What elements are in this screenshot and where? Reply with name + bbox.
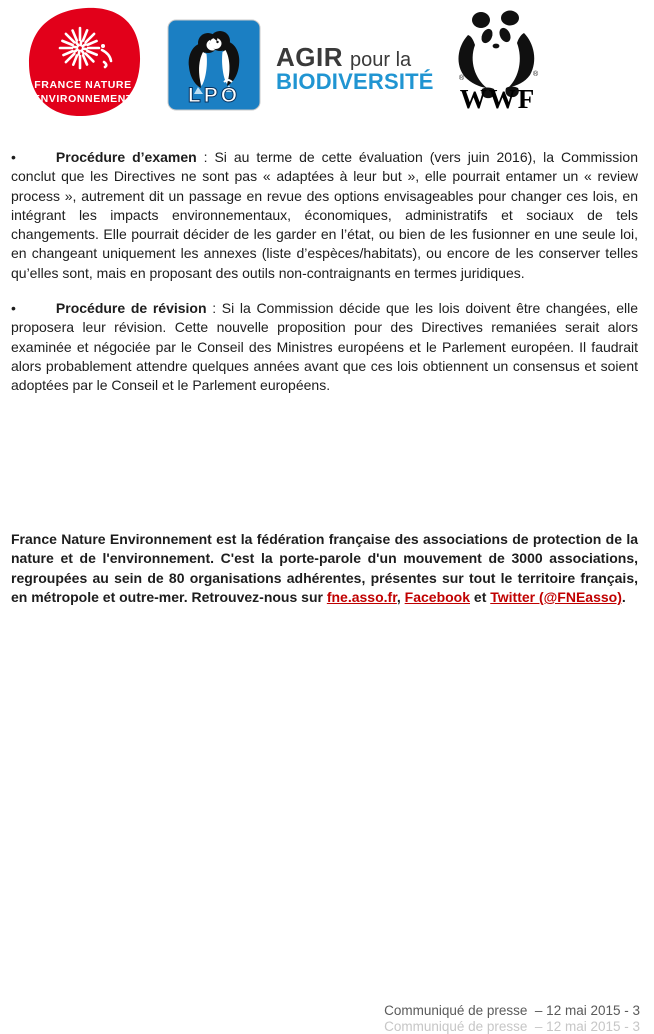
link-separator: et (470, 588, 491, 605)
link-twitter[interactable]: Twitter (@FNEasso) (490, 588, 622, 605)
wwf-reg-mark-left: ® (459, 75, 465, 82)
fne-logo-text-line1: FRANCE NATURE (34, 79, 132, 91)
bullet-title-revision: Procédure de révision (55, 300, 207, 317)
fne-logo-text-line2: ENVIRONNEMENT (33, 93, 133, 105)
bullet-paragraph-examen (11, 148, 638, 283)
bullet-separator: : (196, 149, 215, 165)
bullet-marker: • (11, 300, 16, 317)
lpo-logo-text: LPO (187, 84, 241, 107)
agir-biodiversite-word: BIODIVERSITÉ (276, 69, 434, 94)
bullet-text-examen: Si au terme de cette évaluation (vers juin 2016), la Commission conclut que les Directives ne sont pas « adaptées à leur but », elle pourrait entamer un « review process », autrement dit un passage en revue des options envisageables pour changer ces lois, en intégrant les impacts environnementaux, économiques, administratifs et sociaux de tels changements. Elle pourrait décider de les garder en l’état, ou bien de les fusionner en une seule loi, en changeant uniquement les annexes (liste d’espèces/habitats), ou encore de les conserver telles qu’elles sont, mais en proposant des outils non-contraignants en termes juridiques. (11, 149, 638, 281)
wwf-reg-mark-right: ® (533, 71, 539, 78)
bullet-separator: : (206, 300, 222, 317)
link-fne-asso-fr[interactable]: fne.asso.fr (326, 588, 397, 605)
page-footer: Communiqué de presse – 12 mai 2015 - 3 (384, 1003, 640, 1018)
about-fne-text: France Nature Environnement est la fédération française des associations de protection de la nature et de l'environnement. C'est la porte-parole d'un mouvement de 3000 associations, regroupées au sein de 80 organisations adhérentes, présentes sur tout le territoire français, en métropole et outre-mer. Retrouvez-nous sur (11, 531, 638, 605)
bullet-text-revision: Si la Commission décide que les lois doivent être changées, elle proposera leur révision. Cette nouvelle proposition pour des Directives remaniées serait alors examinée et négociée par le Conseil des Ministres européens et le Parlement européen. Il faudrait alors probablement attendre quelques années avant que ces lois obtiennent un consensus et soient adoptées par le Conseil et le Parlement européens. (11, 300, 638, 394)
bullet-paragraph-revision (11, 299, 638, 395)
agir-biodiversite-logo (276, 44, 434, 93)
hedgehog-eye (101, 44, 105, 48)
bullet-marker: • (11, 149, 16, 165)
link-separator: , (396, 588, 405, 605)
about-fne-paragraph (11, 530, 638, 607)
body-text (11, 148, 638, 412)
wwf-logo (453, 8, 547, 112)
agir-pour-la: pour la (350, 49, 412, 71)
about-final-period: . (621, 588, 626, 605)
bullet-title-examen: Procédure d’examen (55, 149, 197, 165)
wwf-logo-text: WWF (459, 84, 537, 114)
lpo-logo (167, 19, 261, 111)
agir-line1 (276, 44, 434, 70)
fne-logo (24, 6, 144, 118)
link-facebook[interactable]: Facebook (404, 588, 471, 605)
footer-scan-artifact: Communiqué de presse – 12 mai 2015 - 3 (384, 1019, 640, 1034)
agir-word: AGIR (276, 42, 343, 72)
